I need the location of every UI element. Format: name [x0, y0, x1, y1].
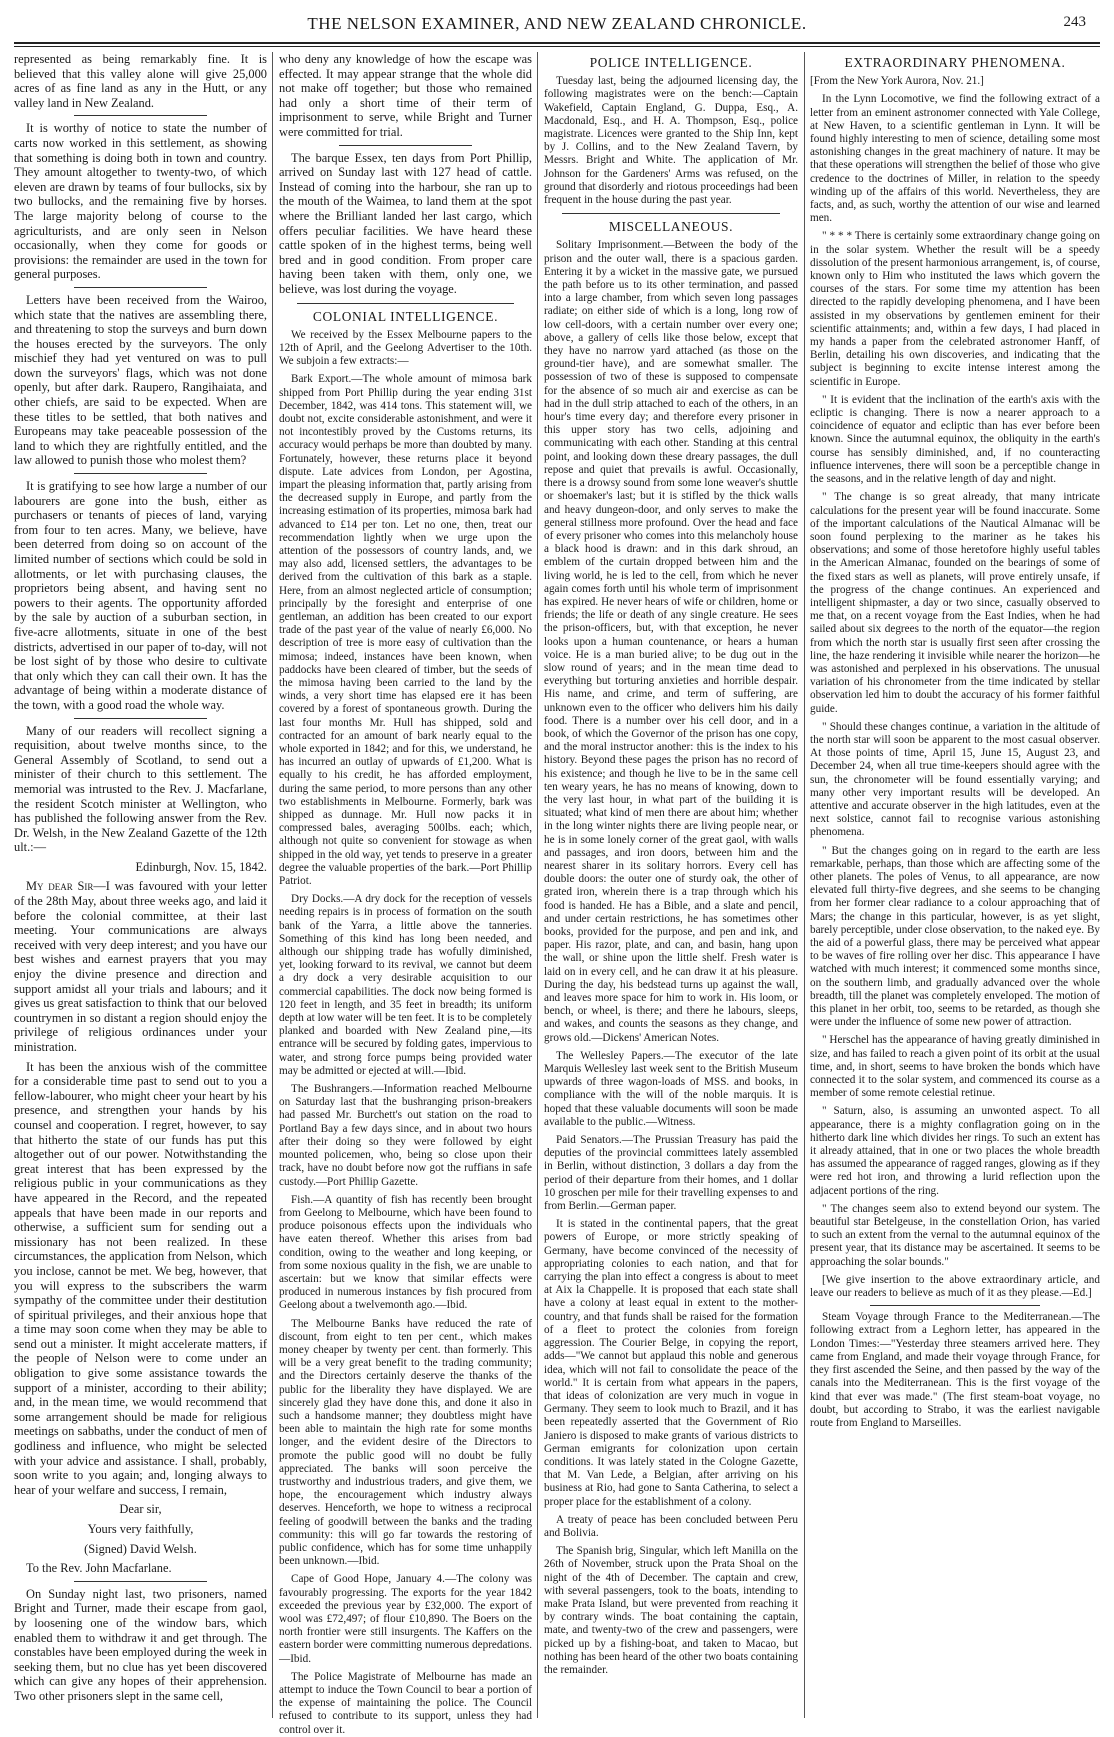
paragraph: The barque Essex, ten days from Port Phillip, arrived on Sunday last with 127 head of cattle. Instead of coming into the harbour, she ran up to the mouth of the Waimea, to land them at the spot where the Brilliant landed her last cargo, which offers peculiar facilities. We have heard these cattle spoken of in the highest terms, being well bred and in good condition. From proper care having been taken with them, only one, we believe, was lost during the voyage.: [279, 150, 532, 296]
paragraph: Bark Export.—The whole amount of mimosa bark shipped from Port Phillip during the year ending 31st December, 1842, was 414 tons. This statement will, we doubt not, excite considerable astonishment, and were it not incontestibly proved by the Customs returns, its accuracy would perhaps be more than doubted by many. Fortunately, however, these returns place it beyond dispute. Late advices from London, per Agostina, impart the pleasing information that, partly arising from the decreased supply in Europe, and partly from the increasing estimation of its properties, mimosa bark had advanced to £14 per ton. Let no one, then, treat our recommendation lightly when we urge upon the attention of the possessors of country lands, and, we may also add, licensed settlers, the advantages to be derived from the cultivation of this bark as a staple. Here, from an almost neglected article of consumption; principally by the foresight and enterprise of one gentleman, an addition has been created to our export trade of the past year of the value of nearly £6,000. No description of tree is more easy of cultivation than the mimosa; indeed, instances have been known, when paddocks have been cleared of timber, but the seeds of the mimosa having been carried to the land by the winds, a very short time has elapsed ere it has been covered by a forest of spontaneous growth. During the last four months Mr. Hull has shipped, sold and contracted for an amount of bark nearly equal to the whole exported in 1842; and for this, we understand, he has incurred an outlay of upwards of £1,200. What is equally to his credit, he has afforded employment, during the same period, to more persons than any other two establishments in Melbourne. Formerly, bark was shipped as dunnage. Mr. Hull now packs it in compressed bales, averaging 500lbs. each; which, although not quite so convenient for stowage as when shipped in the old way, yet tends to preserve in a greater degree the valuable properties of the bark.—Port Phillip Patriot.: [279, 373, 532, 888]
paragraph: The Wellesley Papers.—The executor of the late Marquis Wellesley last week sent to the British Museum upwards of three wagon-loads of MSS. and books, in compliance with the will of the noble marquis. It is hoped that these valuable documents will soon be made available to the public.—Witness.: [544, 1049, 798, 1128]
separator: [562, 213, 780, 214]
section-heading: EXTRAORDINARY PHENOMENA.: [844, 55, 1066, 70]
paragraph: Steam Voyage through France to the Mediterranean.—The following extract from a Leghorn letter, has appeared in the London Times:—"Yesterday three steamers arrived here. They came from England, and made their voyage through France, for they first ascended the Seine, and then passed by the way of the canals into the Mediterranean. This is the first voyage of the kind that ever was made." (The first steam-boat voyage, no doubt, but according to Strabo, it was the earliest navigable route from England to Marseilles.: [810, 1311, 1100, 1429]
paragraph: Fish.—A quantity of fish has recently been brought from Geelong to Melbourne, which have been found to produce poisonous effects upon the individuals who have eaten thereof. Whether this arises from bad condition, owing to the weather and long keeping, or from some noxious quality in the fish, we are unable to ascertain: but we know that similar effects were produced in numerous instances by fish procured from Geelong about a twelvemonth ago.—Ibid.: [279, 1193, 532, 1312]
paragraph: Dry Docks.—A dry dock for the reception of vessels needing repairs is in process of formation on the south bank of the Yarra, a little above the tanneries. Something of this kind has long been needed, and although our shipping trade has wofully diminished, yet, looking forward to its revival, we cannot but deem a dry dock a very desirable acquisition to our commercial capabilities. The dock now being formed is 120 feet in length, and 35 feet in breadth; its uniform depth at low water will be ten feet. It is to be completely planked and boarded with New Zealand pine,—its entrance will be secured by folding gates, impervious to water, and strong force pumps being provided water may be admitted or ejected at will.—Ibid.: [279, 893, 532, 1077]
letter-signature: (Signed) David Welsh.: [84, 1541, 197, 1556]
paragraph: The Spanish brig, Singular, which left Manilla on the 26th of November, struck upon the Prata Shoal on the night of the 4th of December. The captain and crew, with several passengers, took to the boats, intending to make Prata Island, but were prevented from reaching it by contrary winds. The boat containing the captain, mate, and twenty-two of the crew and passengers, were picked up by a fishing-boat, and taken to Macao, but nothing has been heard of the other two boats containing the remainder.: [544, 1545, 798, 1676]
section-heading: POLICE INTELLIGENCE.: [589, 55, 753, 70]
paragraph: represented as being remarkably fine. It is believed that this valley alone will give 25,000 acres of as fine land as any in the Hutt, or any valley land in New Zealand.: [14, 52, 267, 110]
column-divider: [272, 52, 273, 1718]
section-heading: MISCELLANEOUS.: [608, 219, 734, 235]
column-1: [14, 52, 267, 1718]
paragraph: " The changes seem also to extend beyond our system. The beautiful star Betelgeuse, in the constellation Orion, has varied to such an extent from the vernal to the autumnal equinox of the present year, that its distance may be ascertained. It seems to be approaching the solar bounds.": [810, 1202, 1100, 1268]
column-2: [279, 52, 532, 1736]
paragraph: [We give insertion to the above extraordinary article, and leave our readers to believe as much of it as they please.—Ed.]: [810, 1273, 1100, 1300]
paragraph: In the Lynn Locomotive, we find the following extract of a letter from an eminent astronomer connected with Yale College, at New Haven, to a scientific gentleman in Lynn. It will be found highly interesting to men of science, detailing some most astonishing changes in the great machinery of nature. It may be that these operations will strengthen the belief of those who give credence to the doctrines of Miller, in relation to the speedy winding up of the affairs of this world. Nevertheless, they are facts, and, as such, worthy the attention of our wise and learned men.: [810, 93, 1100, 225]
letter-salutation: My dear Sir: [26, 879, 94, 894]
paragraph: Letters have been received from the Wairoo, which state that the natives are assembling there, and threatening to stop the surveys and burn down the houses erected by the surveyors. The only mischief they had yet ventured on was to pull down the surveyors' flags, which was not done openly, but after dark. Raupero, Rangihaiata, and other chiefs, are said to be expected. When are these titles to be settled, that both natives and Europeans may take peaceable possession of the land to which they are rightfully entitled, and the law allowed to punish those who molest them?: [14, 292, 267, 468]
letter-closing: Yours very faithfully,: [87, 1522, 194, 1536]
masthead-title: THE NELSON EXAMINER, AND NEW ZEALAND CHRONICLE.: [307, 14, 807, 33]
paragraph: " Saturn, also, is assuming an unwonted aspect. To all appearance, there is a mighty conflagration going on in the hitherto dark line which divides her rings. To such an extent has it already attained, that in one or two places the whole breadth has assumed the appearance of ragged ranges, glowing as if they were red hot iron, and throwing a lurid reflection upon the adjacent portions of the ring.: [810, 1105, 1100, 1197]
paragraph: who deny any knowledge of how the escape was effected. It may appear strange that the whole did not make off together; but those who remained had only a short time of their term of imprisonment to serve, while Bright and Turner were committed for trial.: [279, 52, 532, 139]
separator: [74, 287, 207, 288]
paragraph: " It is evident that the inclination of the earth's axis with the ecliptic is changing. There is now a nearer approach to a coincidence of equator and ecliptic than has ever before been known. Since the autumnal equinox, the obliquity in the earth's course has sensibly diminished, and, if no counteracting influence intervenes, there will soon be a perceptible change in the seasons, and in the relative length of day and night.: [810, 393, 1100, 486]
paragraph: Solitary Imprisonment.—Between the body of the prison and the outer wall, there is a spacious garden. Entering it by a wicket in the massive gate, we pursued the path before us to its other termination, and passed into a large chamber, from which seven long passages radiate; on either side of which is a long, long row of low cell-doors, with a certain number over every one; above, a gallery of cells like those below, except that they have no narrow yard attached (as those on the ground-tier have), and are somewhat smaller. The possession of two of these is supposed to compensate for the absence of so much air and exercise as can be had in the dull strip attached to each of the others, in an hour's time every day; and therefore every prisoner in this upper story has two cells, adjoining and communicating with each other. Standing at this central point, and looking down these dreary passages, the dull repose and quiet that prevails is awful. Occasionally, there is a drowsy sound from some lone weaver's shuttle or shoemaker's last; but it is stifled by the thick walls and heavy dungeon-door, and only serves to make the general stillness more profound. Over the head and face of every prisoner who comes into this melancholy house a black hood is drawn: and in this dark shroud, an emblem of the curtain dropped between him and the living world, he is led to the cell, from which he never again comes forth until his whole term of imprisonment has expired. He never hears of wife or children, home or friends; the life or death of any single creature. He sees the prison-officers, but, with that exception, he never looks upon a human countenance, or hears a human voice. He is a man buried alive; to be dug out in the slow round of years; and in the mean time dead to everything but torturing anxieties and horrible despair. His name, and crime, and term of suffering, are unknown even to the officer who delivers him his daily food. There is a number over his cell door, and in a book, of which the Governor of the prison has one copy, and the moral instructor another: this is the index to his history. Beyond these pages the prison has no record of his existence; and though he live to be in the same cell ten weary years, he has no means of knowing, down to the very last hour, in what part of the building it is situated; what kind of men there are about him; whether in the long winter nights there are living people near, or he is in some lonely corner of the great gaol, with walls and passages, and iron doors, between him and the nearest sharer in its solitary horrors. Every cell has double doors: the outer one of sturdy oak, the other of grated iron, wherein there is a trap through which his food is handed. He has a Bible, and a slate and pencil, and under certain restrictions, he has sometimes other books, provided for the purpose, and pen and ink, and paper. His razor, plate, and can, and basin, hang upon the wall, or shine upon the little shelf. Fresh water is laid on in every cell, and he can draw it at his pleasure. During the day, his bedstead turns up against the wall, and leaves more space for him to work in. His loom, or bench, or wheel, is there; and there he labours, sleeps, and wakes, and counts the seasons as they change, and grows old.—Dickens' American Notes.: [544, 239, 798, 1044]
letter-body: [14, 879, 267, 1054]
page-number: 243: [1063, 14, 1086, 30]
separator: [870, 1305, 1040, 1306]
separator: [74, 473, 207, 474]
paragraph: Paid Senators.—The Prussian Treasury has paid the deputies of the provincial committees lately assembled in Berlin, without distinction, 3 dollars a day from the period of their departure from their homes, and 1 dollar 10 groschen per mile for their travelling expenses to and from Berlin.—German paper.: [544, 1134, 798, 1213]
separator: [297, 303, 514, 304]
paragraph: It is stated in the continental papers, that the great powers of Europe, or more strictly speaking of Germany, have become convinced of the necessity of appropriating colonies to each nation, and that for carrying the plan into effect a congress is about to meet at Aix la Chappelle. It is proposed that each state shall have a colony at least equal in extent to the mother-country, and that funds shall be raised for the formation of a fleet to protect the colonies from foreign aggression. The Courier Belge, in copying the report, adds—"We cannot but applaud this noble and generous idea, which will not fail to consolidate the peace of the world." It is certain from what appears in the papers, that ideas of colonization are very much in vogue in Germany. They seem to look much to Brazil, and it has been repeatedly asserted that the Government of Rio Janiero is disposed to make grants of various districts to German emigrants for colonization upon certain conditions. It was lately stated in the Cologne Gazette, that M. Van Lede, a Belgian, after arriving on his business at Rio, had gone to Santa Catherina, to select a proper place for the establishment of a colony.: [544, 1218, 798, 1508]
letter-dateline: Edinburgh, Nov. 15, 1842.: [135, 859, 267, 874]
paragraph: " * * * There is certainly some extraordinary change going on in the solar system. Whether the result will be a speedy dissolution of the present harmonious arrangement, is, of course, known only to Him who instituted the laws which govern the courses of the stars. For some time my attention has been directed to the rapidly developing phenomena, and I have been assisted in my observations by gentlemen eminent for their scientific attainments; and, within a few days, I had placed in my hands a paper from the celebrated astronomer Hanff, of Berlin, detailing his own discoveries, and indicating that the subject is beginning to excite intense interest among the scientific in Europe.: [810, 230, 1100, 388]
paragraph: " Should these changes continue, a variation in the altitude of the north star will soon be apparent to the most casual observer. At those points of time, April 15, June 15, August 23, and December 24, when all true time-keepers should agree with the sun, the chronometer will be found essentially varying; and many other very important results will be developed. An attentive and accurate observer in the high latitudes, even at the next solstice, cannot fail to recognise various astonishing phenomena.: [810, 720, 1100, 839]
separator: [74, 718, 207, 719]
letter-text: —I was favoured with your letter of the 28th May, about three weeks ago, and laid it before the colonial committee, at their last meeting. Your communications are always received with very deep interest; and you have our best wishes and earnest prayers that you may enjoy the divine presence and direction and support amidst all your trials and labours; and it gives us great satisfaction to think that our beloved countrymen in so distant a region should enjoy the privilege of religious ordinances under your ministration.: [14, 879, 267, 1054]
paragraph: The Bushrangers.—Information reached Melbourne on Saturday last that the bushranging prison-breakers had passed Mr. Burchett's out station on the road to Portland Bay a few days since, and in about two hours after their doing so they were followed by eight mounted policemen, who, being so close upon their track, have no doubt before now got the ruffians in safe custody.—Port Phillip Gazette.: [279, 1083, 532, 1188]
letter-addressee: To the Rev. John Macfarlane.: [26, 1561, 172, 1576]
paragraph: We received by the Essex Melbourne papers to the 12th of April, and the Geelong Advertiser to the 10th. We subjoin a few extracts:—: [279, 328, 532, 368]
paragraph: Cape of Good Hope, January 4.—The colony was favourably progressing. The exports for the year 1842 exceeded the previous year by £32,000. The export of wool was £72,497; of flour £10,890. The Boers on the north frontier were still insurgents. The Kaffers on the eastern border were committing numerous depredations.—Ibid.: [279, 1573, 532, 1665]
paragraph: It is worthy of notice to state the number of carts now worked in this settlement, as showing that something is doing both in town and country. They amount altogether to twenty-two, of which eleven are drawn by teams of four bullocks, six by two bullocks, and the remaining five by horses. The large majority belong of course to the agriculturists, and are only seen in Nelson occasionally, when they come for goods or provisions: the remainder are used in the town for general purposes.: [14, 121, 267, 282]
separator: [74, 1581, 207, 1582]
column-divider: [537, 52, 538, 1718]
section-heading: COLONIAL INTELLIGENCE.: [312, 308, 499, 324]
letter-closing: Dear sir,: [119, 1502, 162, 1517]
article-source: [From the New York Aurora, Nov. 21.]: [810, 75, 984, 88]
header-rule-thin: [14, 46, 1100, 47]
paragraph: Tuesday last, being the adjourned licensing day, the following magistrates were on the bench:—Captain Wakefield, Captain England, G. Duppa, Esq., A. Macdonald, Esq., and H. A. Thompson, Esq., police magistrate. Licences were granted to the Ship Inn, kept by J. Collins, and to the New Zealand Tavern, by Messrs. Bright and White. The application of Mr. Johnson for the Gardeners' Arms was refused, on the ground that disorderly and riotous proceedings had been frequent in the house during the past year.: [544, 75, 798, 207]
paragraph: It has been the anxious wish of the committee for a considerable time past to send out to you a fellow-labourer, who might cheer your heart by his presence, and strengthen your hands by his counsel and cooperation. I regret, however, to say that hitherto the state of our funds has put this altogether out of our power. Notwithstanding the great interest that has been expressed by the religious public in your communications as they have appeared in the Record, and the repeated appeals that have been made in our reports and otherwise, a sufficient sum for sending out a missionary has not been realized. In these circumstances, the application from Nelson, which you inclose, cannot be met. We beg, however, that you will express to the subscribers the warm sympathy of the committee under their destitution of spiritual privileges, and their anxious hope that a time may soon come when they may be able to send out a minister. It might accelerate matters, if the people of Nelson were to come under an obligation to give some assistance towards the support of a minister, according to their ability; and, in the mean time, we would recommend that some arrangement should be made for religious meetings on sabbaths, under the conduct of men of godliness and influence, who might be selected with your advice and assistance. I shall, probably, soon write to you again; and, longing always to hear of your welfare and success, I remain,: [14, 1059, 267, 1497]
paragraph: Many of our readers will recollect signing a requisition, about twelve months since, to the General Assembly of Scotland, to send out a minister of their church to this settlement. The memorial was intrusted to the Rev. J. Macfarlane, the resident Scotch minister at Wellington, who has published the following answer from the Rev. Dr. Welsh, in the New Zealand Gazette of the 12th ult.:—: [14, 723, 267, 855]
column-4: [810, 52, 1100, 1718]
paragraph: A treaty of peace has been concluded between Peru and Bolivia.: [544, 1513, 798, 1539]
column-3: [544, 52, 798, 1718]
paragraph: " The change is so great already, that many intricate calculations for the present year will be found inaccurate. Some of the important calculations of the Nautical Almanac will be soon found perplexing to the mariner as he takes his observations; and some of those heretofore highly useful tables in the American Almanac, founded on the bearings of some of the fixed stars as well as planets, will prove entirely unsafe, if the progress of the change continues. An experienced and intelligent shipmaster, a day or two since, casually observed to me that, on a recent voyage from the East Indies, when he had sailed about six degrees to the north of the equator—the region from which the north star is usually first seen after crossing the line, the haze rendering it invisible while nearer the horizon—he was astonished and perplexed in his observations. The unusual variation of his chronometer from the time indicated by stellar observation led him to doubt the accuracy of his former faithful guide.: [810, 491, 1100, 715]
separator: [339, 145, 472, 146]
separator: [74, 115, 207, 116]
paragraph: It is gratifying to see how large a number of our labourers are gone into the bush, either as purchasers or tenants of pieces of land, varying from four to ten acres. Many, we believe, have been deterred from doing so on account of the limited number of sections which could be sold in allotments, or let with purchasing clauses, the proprietors being absent, and having sent no powers to their agents. The opportunity afforded by the sale by auction of a suburban section, in five-acre allotments, situate in one of the best districts, advertised in our paper of to-day, will not be lost sight of by those who desire to cultivate that only which they can call their own. It has the advantage of being within a moderate distance of the town, with a good road the whole way.: [14, 479, 267, 712]
paragraph: " Herschel has the appearance of having greatly diminished in size, and has failed to reach a given point of its orbit at the usual time, and, in short, seems to have broken the bonds which have connected it to the solar system, and commenced its course as a member of some remote celestial retinue.: [810, 1034, 1100, 1100]
header-rule: [14, 42, 1100, 44]
paragraph: " But the changes going on in regard to the earth are less remarkable, perhaps, than those which are affecting some of the other planets. The poles of Venus, to all appearance, are now elevated full thirty-five degrees, and she seems to be changing from her former clear radiance to a colour approaching that of Mars; the change in this particular, however, is as yet slight, barely perceptible, under close observation, to the naked eye. By the aid of a powerful glass, there may be perceived what appear to be waves of fire rolling over her disc. This appearance I have watched with much interest; it commenced some months since, on the southern limb, and gradually advanced over the whole breadth, till the planet was completely enveloped. The motion of this planet in her orbit, too, seems to be retarded, as though she were under the influence of some new power of attraction.: [810, 844, 1100, 1029]
paragraph: On Sunday night last, two prisoners, named Bright and Turner, made their escape from gaol, by loosening one of the window bars, which enabled them to withdraw it and get through. The constables have been employed during the week in seeking them, but no clue has yet been discovered which can give any hopes of their apprehension. Two other prisoners slept in the same cell,: [14, 1586, 267, 1703]
page-header: [0, 0, 1114, 48]
paragraph: The Melbourne Banks have reduced the rate of discount, from eight to ten per cent., which makes money cheaper by twenty per cent. than formerly. This will be a very great benefit to the trading community; and the Directors certainly deserve the thanks of the public for the liberality they have displayed. We are sincerely glad they have done this, and done it also in such a handsome manner; they doubtless might have been able to maintain the high rate for some months longer, and the evident desire of the Directors to promote the public good will no doubt be fully appreciated. The banks will soon perceive the trustworthy and industrious traders, and give them, we hope, the encouragement which industry always deserves. Henceforth, we hope to witness a reciprocal feeling of goodwill between the banks and the trading community: this will go far towards the restoring of public confidence, which has for some time unhappily been unknown.—Ibid.: [279, 1317, 532, 1568]
paragraph: The Police Magistrate of Melbourne has made an attempt to induce the Town Council to bear a portion of the expense of maintaining the police. The Council refused to contribute to its support, unless they had control over it.: [279, 1670, 532, 1736]
column-divider: [804, 52, 805, 1718]
